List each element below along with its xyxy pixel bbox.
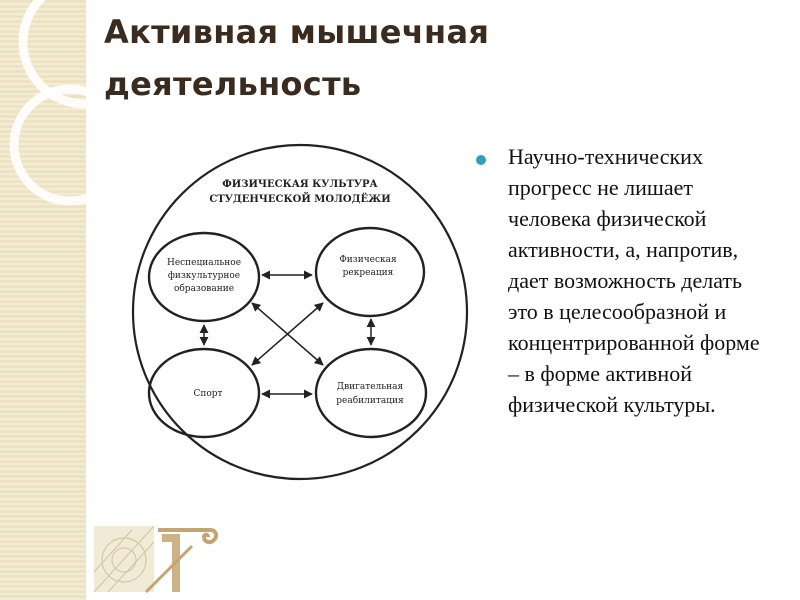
bullet-item <box>476 141 776 420</box>
node-bl-label: Спорт <box>193 389 223 399</box>
diagram-header-line2: СТУДЕНЧЕСКОЙ МОЛОДЁЖИ <box>209 194 391 205</box>
bullet-dot-icon <box>476 155 486 165</box>
node-br-label-line2: реабилитация <box>336 396 404 406</box>
physical-culture-diagram <box>130 135 470 490</box>
ionic-column-logo <box>92 522 220 596</box>
node-tl-label-line2: физкультурное <box>167 271 241 281</box>
node-tr-label-line2: рекреация <box>342 268 394 278</box>
node-br-label-line1: Двигательная <box>336 382 404 392</box>
node-br-ellipse <box>316 349 426 437</box>
node-tl-label-line1: Неспециальное <box>166 258 242 268</box>
slide-title: Активная мышечная деятельность <box>104 13 490 103</box>
diagram-header-line1: ФИЗИЧЕСКАЯ КУЛЬТУРА <box>222 179 378 190</box>
bullet-text: Научно-технических прогресс не лишает человека физической активности, а, напротив, дает возможность делать это в целесообразной и концентрированной форме – в форме активной физической культуры. <box>508 144 760 417</box>
node-tr-label-line1: Физическая <box>339 255 397 265</box>
node-tl-label-line3: образование <box>173 284 235 294</box>
